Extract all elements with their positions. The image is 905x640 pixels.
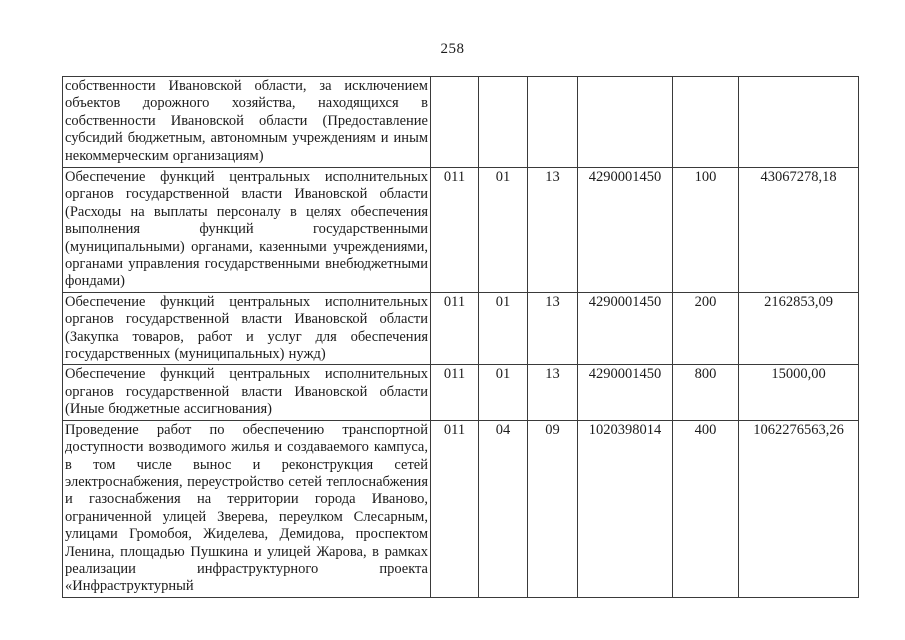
cell-grbs-code: 011 [431,292,479,365]
table-row [63,292,859,365]
cell-subsection-code: 09 [528,420,578,597]
cell-subsection-code: 13 [528,292,578,365]
cell-grbs-code: 011 [431,168,479,293]
cell-expense-type-code: 400 [673,420,739,597]
table-row [63,168,859,293]
cell-grbs-code [431,77,479,168]
cell-subsection-code [528,77,578,168]
cell-target-article-code: 1020398014 [578,420,673,597]
cell-section-code: 01 [479,292,528,365]
cell-grbs-code: 011 [431,365,479,420]
page-number: 258 [440,41,465,57]
cell-description: собственности Ивановской области, за исключением объектов дорожного хозяйства, находящихся в собственности Ивановской области (Предоставление субсидий бюджетным, автономным учреждениям и иным некоммерческим организациям) [63,77,431,168]
cell-section-code [479,77,528,168]
cell-description: Обеспечение функций центральных исполнительных органов государственной власти Ивановской области (Иные бюджетные ассигнования) [63,365,431,420]
table-row [63,77,859,168]
cell-amount: 15000,00 [739,365,859,420]
cell-target-article-code [578,77,673,168]
cell-description: Обеспечение функций центральных исполнительных органов государственной власти Ивановской области (Закупка товаров, работ и услуг для обеспечения государственных (муниципальных) нужд) [63,292,431,365]
cell-description: Проведение работ по обеспечению транспортной доступности возводимого жилья и создаваемого кампуса, в том числе вынос и реконструкция сетей электроснабжения, переустройство сетей теплоснабжения и газоснабжения на территории города Иваново, ограниченной улицей Зверева, переулком Слесарным, улицами Громобоя, Жиделева, Демидова, проспектом Ленина, площадью Пушкина и улицей Жарова, в рамках реализации инфраструктурного проекта «Инфраструктурный [63,420,431,597]
cell-target-article-code: 4290001450 [578,168,673,293]
cell-expense-type-code: 200 [673,292,739,365]
cell-section-code: 01 [479,168,528,293]
cell-expense-type-code [673,77,739,168]
table-row [63,420,859,597]
cell-section-code: 01 [479,365,528,420]
cell-target-article-code: 4290001450 [578,292,673,365]
cell-expense-type-code: 800 [673,365,739,420]
cell-expense-type-code: 100 [673,168,739,293]
cell-section-code: 04 [479,420,528,597]
cell-amount: 1062276563,26 [739,420,859,597]
cell-subsection-code: 13 [528,168,578,293]
cell-grbs-code: 011 [431,420,479,597]
budget-table [62,76,859,598]
cell-target-article-code: 4290001450 [578,365,673,420]
cell-subsection-code: 13 [528,365,578,420]
cell-amount [739,77,859,168]
cell-amount: 43067278,18 [739,168,859,293]
cell-amount: 2162853,09 [739,292,859,365]
table-row [63,365,859,420]
cell-description: Обеспечение функций центральных исполнительных органов государственной власти Ивановской области (Расходы на выплаты персоналу в целях обеспечения выполнения функций государственными (муниципальными) органами, казенными учреждениями, органами управления государственными внебюджетными фондами) [63,168,431,293]
